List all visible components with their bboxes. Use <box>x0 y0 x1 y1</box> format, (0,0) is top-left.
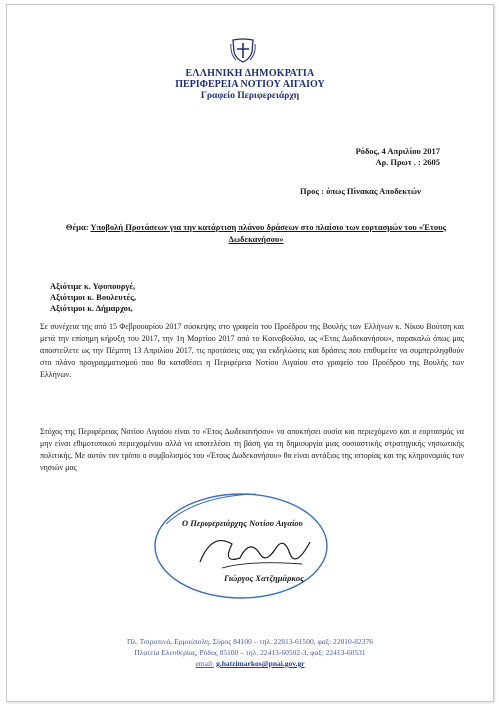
header-country: ΕΛΛΗΝΙΚΗ ΔΗΜΟΚΡΑΤΙΑ <box>185 68 315 79</box>
body-paragraph-2: Στόχος της Περιφέρειας Νοτίου Αιγαίου είναι το «Έτος Δωδεκανήσου» να αποκτήσει ουσία και περιεχόμενο και ο εορτασμός να μην είναι εθιμοτυπικού περιεχομένου αλλά να αποτελέσει τη βάση για τη δημιουργία μιας ουσιαστικής στρατηγικής νησιωτικής πολιτικής. Με αυτόν τον τρόπο ο συμβολισμός του «Έτους Δωδεκανήσου» θα είναι αντάξιος της ιστορίας και της κληρονομιάς των νησιών μας <box>40 427 464 472</box>
salutation-mps: Αξιότιμοι κ. Βουλευτές, <box>50 292 136 302</box>
subject-label: Θέμα: <box>65 222 89 232</box>
salutation-deputy-minister: Αξιότιμε κ. Υφυπουργέ, <box>50 281 136 291</box>
protocol-number: Αρ. Πρωτ . : 2605 <box>375 157 440 167</box>
greek-emblem-icon <box>230 36 256 64</box>
email-link[interactable]: g.hatzimarkos@pnai.gov.gr <box>216 659 305 668</box>
header-office: Γραφείο Περιφερειάρχη <box>200 91 300 101</box>
recipients-line: Προς : όπως Πίνακας Αποδεκτών <box>300 186 421 196</box>
footer-email <box>0 659 500 668</box>
place-date: Ρόδος, 4 Απριλίου 2017 <box>355 146 440 156</box>
signatory-title: Ο Περιφερειάρχης Νοτίου Αιγαίου <box>182 518 303 528</box>
footer-address-syros: Πλ. Τσιροπινά, Ερμούπολη, Σύρος 84100 – τηλ. 22813-61500, φαξ: 22810-82376 <box>126 637 374 646</box>
subject-text: Υποβολή Προτάσεων για την κατάρτιση πλάνου δράσεων στο πλαίσιο των εορτασμών του «Έτους Δωδεκανήσου» <box>90 222 447 244</box>
subject-line <box>50 221 462 245</box>
handwritten-signature <box>192 524 322 580</box>
email-label: email: <box>195 659 215 668</box>
footer-address-rhodes: Πλατεία Ελευθερίας, Ρόδος 85100 – τηλ. 22413-60502-3, φαξ: 22413-60531 <box>134 648 366 657</box>
signatory-name: Γιώργος Χατζημάρκος <box>224 573 304 583</box>
body-paragraph-1: Σε συνέχεια της από 15 Φεβρουαρίου 2017 σύσκεψης στο γραφείο του Προέδρου της Βουλής των Ελλήνων κ. Νίκου Βούτση και μετά την επίσημη κήρυξη του 2017, την 1η Μαρτίου 2017 από το Κοινοβούλιο, ως «Έτος Δωδεκανήσου», παρακαλώ όπως μας αποστείλετε ως την Πέμπτη 13 Απριλίου 2017, τις προτάσεις σας για εκδηλώσεις και δράσεις που επιθυμείτε να συμπεριληφθούν στο πλάνο προγραμματισμού που θα καταθέσει η Περιφέρεια Νοτίου Αιγαίου στο γραφείο του Προέδρου της Βουλής των Ελλήνων. <box>40 322 464 379</box>
salutation-mayors: Αξιότιμοι κ. Δήμαρχοι, <box>50 303 133 313</box>
header-region: ΠΕΡΙΦΕΡΕΙΑ ΝΟΤΙΟΥ ΑΙΓΑΙΟΥ <box>175 79 325 90</box>
